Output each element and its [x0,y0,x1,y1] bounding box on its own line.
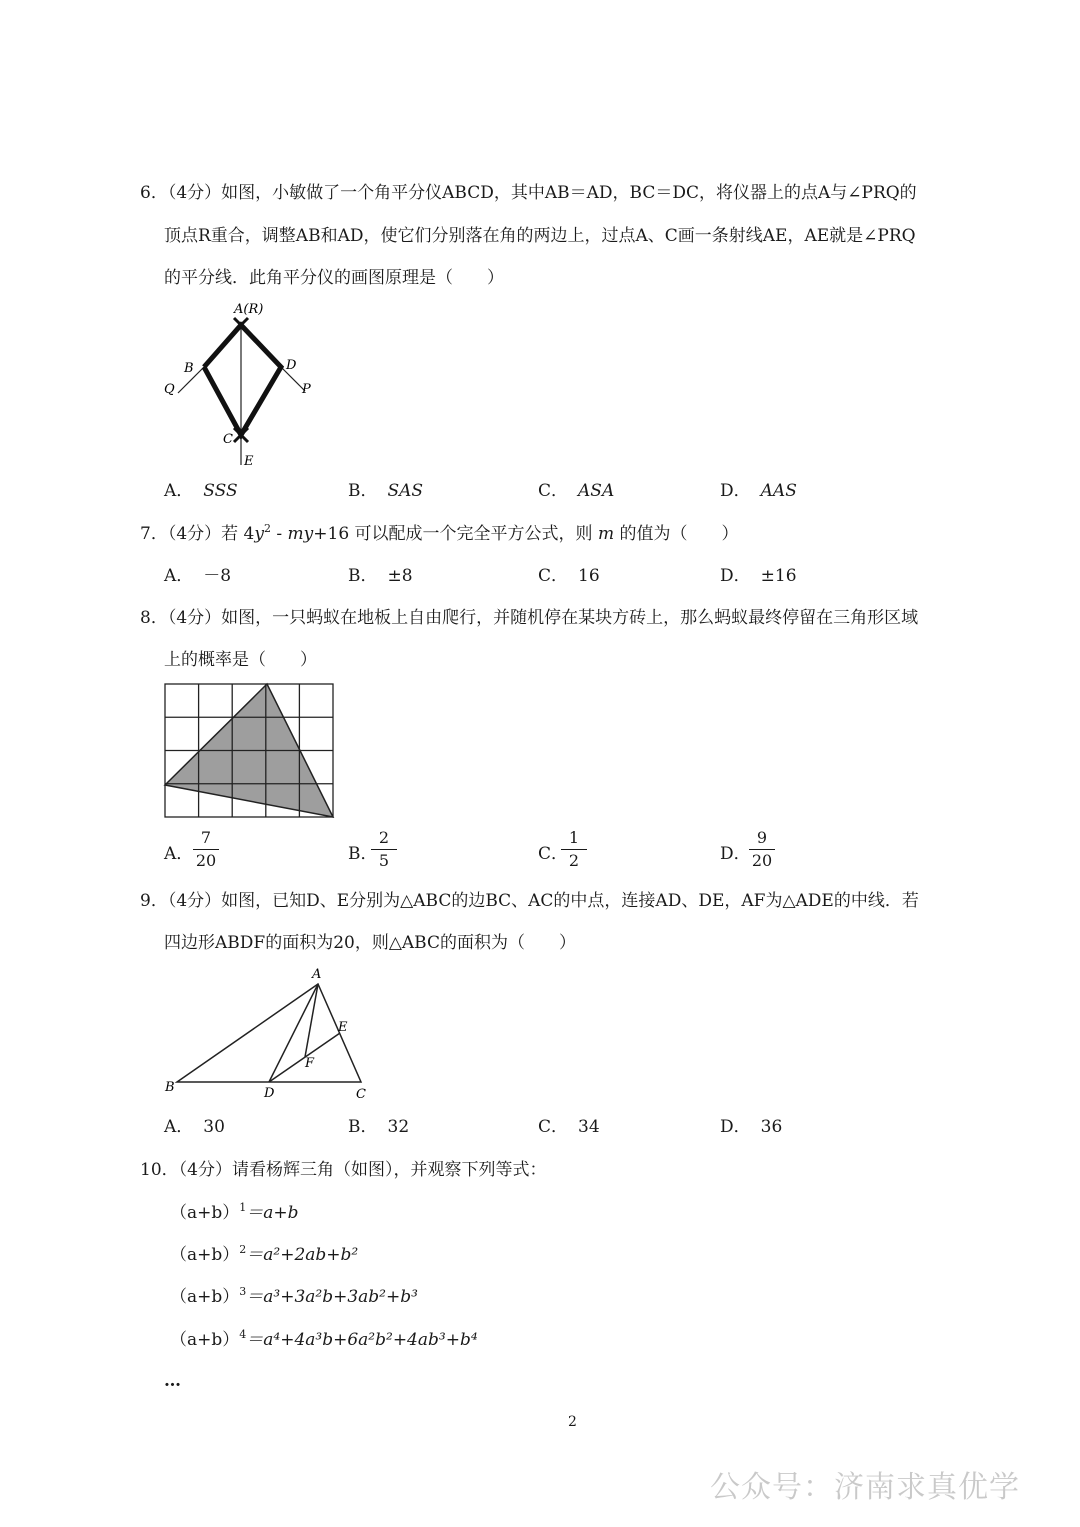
q9-label-c: C [356,1087,366,1102]
q7-option-d: D． ±16 [720,566,797,586]
q9-label-f: F [305,1056,315,1071]
q6-line-2: 顶点R重合，调整AB和AD，使它们分别落在角的两边上，过点A、C画一条射线AE，AE就是∠PRQ [164,226,916,246]
q6-line-3: 的平分线．此角平分仪的画图原理是（ ） [164,268,504,288]
q10-equation-3: $(a+b)^3=a^3+3a^2b+3ab^2+b^3$ [170,1285,418,1307]
q6-option-d: D． AAS [720,481,797,501]
q9-option-d: D． 36 [720,1117,783,1137]
q9-option-b: B． 32 [348,1117,410,1137]
q6-option-b: B． SAS [348,481,424,501]
q8-option-d-fraction: 9 20 [749,828,775,871]
q7-option-b: B． ±8 [348,566,413,586]
q8-option-c-fraction: 1 2 [561,828,587,871]
q6-label-a-r: A(R) [234,302,264,317]
q6-line-1: 6．（4分）如图，小敏做了一个角平分仪ABCD，其中AB＝AD，BC＝DC，将仪器上的点A与∠PRQ的 [140,183,917,203]
q8-option-c-label: C． [538,844,569,864]
q9-label-d: D [264,1086,275,1101]
q10-equation-2: $(a+b)^2=a^2+2ab+b^2$ [170,1243,359,1265]
q7-stem: 7．（4分）若 $4y^2 - my+16$ 可以配成一个完全平方公式，则 m 的值为（ ） [140,522,739,544]
q9-line-1: 9．（4分）如图，已知D、E分别为△ABC的边BC、AC的中点，连接AD、DE，AF为△ADE的中线．若 [140,891,919,911]
q9-option-c: C． 34 [538,1117,600,1137]
q9-figure-triangle [155,962,385,1104]
q8-figure-grid-triangle [160,680,340,822]
q9-option-a: A． 30 [164,1117,225,1137]
q6-label-d: D [286,358,297,373]
q6-label-q: Q [164,382,175,397]
q8-option-b-fraction: 2 5 [371,828,397,871]
q6-figure-angle-bisector [150,295,330,475]
q10-equation-4: $(a+b)^4=a^4+4a^3b+6a^2b^2+4ab^3+b^4$ [170,1328,478,1350]
page-number: 2 [568,1414,577,1430]
q6-label-b: B [184,361,194,376]
q8-line-1: 8．（4分）如图，一只蚂蚁在地板上自由爬行，并随机停在某块方砖上，那么蚂蚁最终停留在三角形区域 [140,608,919,628]
q6-label-c: C [223,432,233,447]
q6-option-c: C． ASA [538,481,615,501]
q8-option-a-fraction: 7 20 [193,828,219,871]
q6-label-p: P [302,382,311,397]
q9-line-2: 四边形ABDF的面积为20，则△ABC的面积为（ ） [164,933,576,953]
q7-option-a: A． －8 [164,566,232,586]
q10-equation-1: $(a+b)^1=a+b$ [170,1201,299,1223]
q8-option-d-label: D． [720,844,751,864]
q8-option-b-label: B． [348,844,378,864]
q6-option-a: A． SSS [164,481,238,501]
q7-option-c: C． 16 [538,566,600,586]
q9-label-a: A [312,967,322,982]
q8-line-2: 上的概率是（ ） [164,650,317,670]
q10-ellipsis: … [164,1371,181,1391]
watermark: 公众号：济南求真优学 [710,1470,1020,1505]
q10-line-1: 10．（4分）请看杨辉三角（如图），并观察下列等式： [140,1160,547,1180]
q8-option-a-label: A． [164,844,194,864]
q6-label-e: E [244,454,254,469]
q9-label-e: E [338,1020,348,1035]
q9-label-b: B [165,1080,175,1095]
